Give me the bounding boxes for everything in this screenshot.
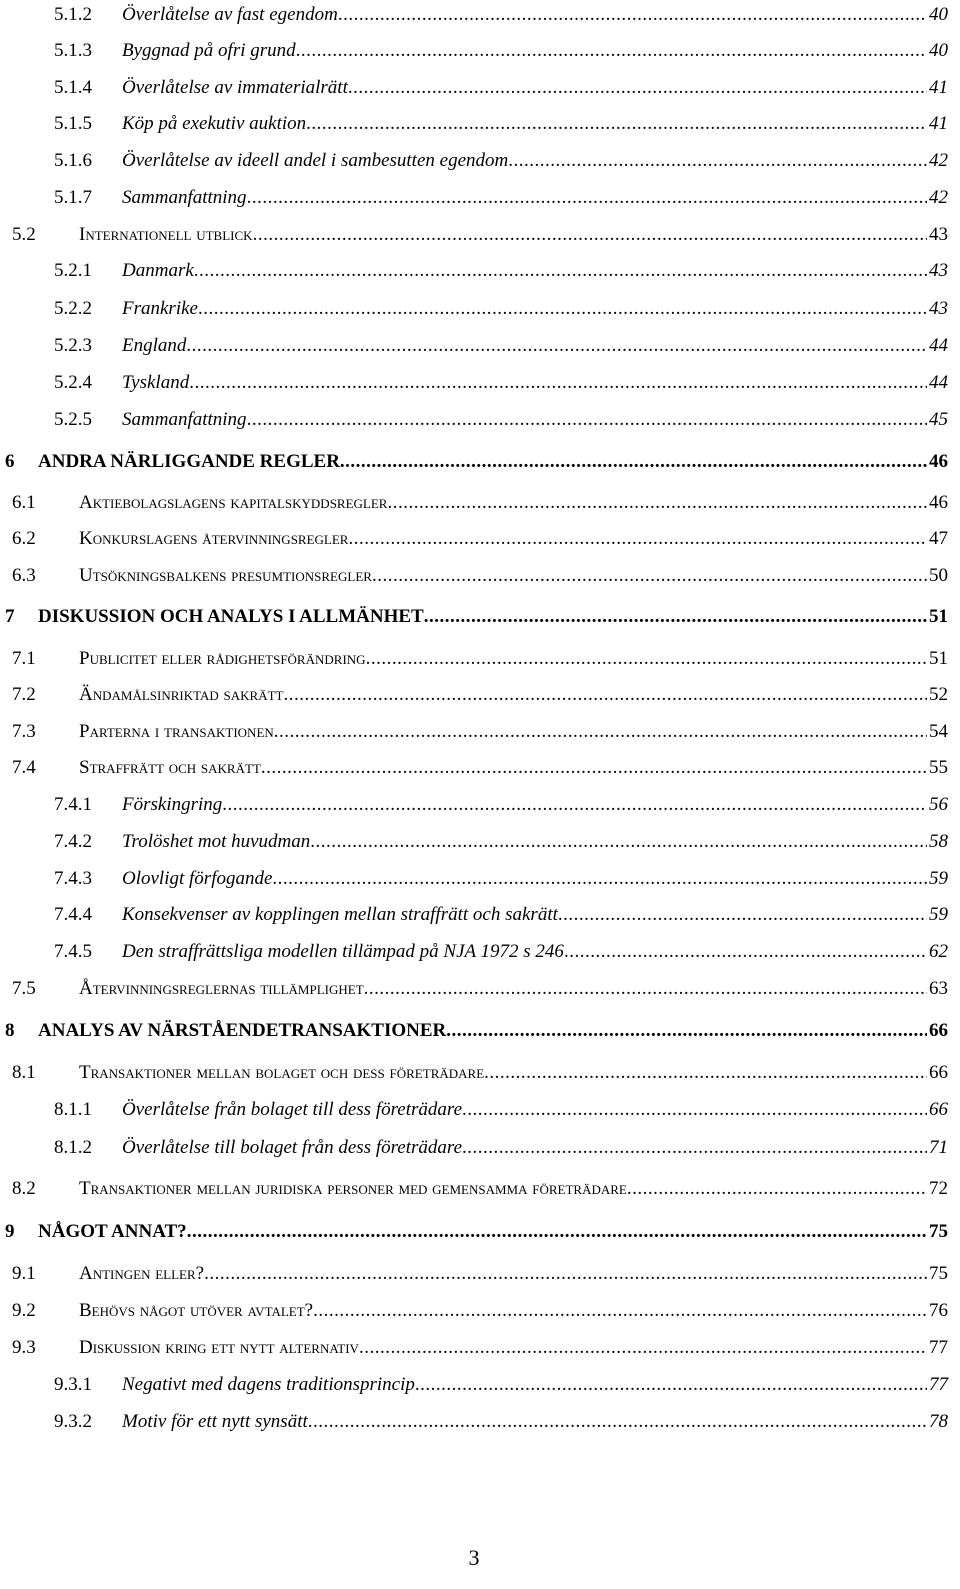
toc-entry-number: 7.4.2 bbox=[54, 831, 92, 852]
toc-entry-page: 54 bbox=[929, 721, 948, 742]
dot-leader bbox=[424, 606, 927, 628]
toc-entry-number: 7.4.1 bbox=[54, 794, 92, 815]
toc-entry-number: 6 bbox=[5, 451, 15, 472]
toc-entry-title: Överlåtelse av fast egendom bbox=[122, 4, 338, 25]
toc-entry-page: 44 bbox=[929, 335, 948, 356]
toc-entry-page: 66 bbox=[929, 1099, 948, 1120]
toc-entry-title-wrap bbox=[122, 1137, 927, 1159]
toc-entry-title: Antingen eller? bbox=[79, 1263, 205, 1284]
toc-entry[interactable] bbox=[0, 648, 948, 670]
toc-entry-title-wrap bbox=[122, 187, 927, 209]
toc-entry-page: 71 bbox=[929, 1137, 948, 1158]
toc-entry-title-wrap bbox=[79, 757, 927, 779]
toc-entry-page: 66 bbox=[929, 1062, 948, 1083]
toc-entry-page: 40 bbox=[929, 4, 948, 25]
toc-entry-number: 8.2 bbox=[12, 1178, 36, 1199]
toc-entry-page: 78 bbox=[929, 1411, 948, 1432]
toc-entry-title: Transaktioner mellan juridiska personer med gemensamma företrädare bbox=[79, 1178, 627, 1199]
toc-entry-title: Motiv för ett nytt synsätt bbox=[122, 1411, 308, 1432]
toc-entry-number: 8.1 bbox=[12, 1062, 36, 1083]
toc-entry-number: 5.2.1 bbox=[54, 260, 92, 281]
toc-entry-title: Överlåtelse av ideell andel i sambesutten egendom bbox=[122, 150, 509, 171]
toc-entry-title-wrap bbox=[122, 77, 927, 99]
dot-leader bbox=[366, 648, 927, 670]
toc-entry[interactable] bbox=[0, 606, 948, 628]
toc-entry-number: 7.2 bbox=[12, 684, 36, 705]
toc-entry-page: 42 bbox=[929, 150, 948, 171]
toc-entry[interactable] bbox=[0, 1221, 948, 1243]
dot-leader bbox=[253, 224, 927, 246]
toc-entry-title: Sammanfattning bbox=[122, 409, 247, 430]
toc-entry-number: 6.3 bbox=[12, 565, 36, 586]
toc-entry-number: 5.2.5 bbox=[54, 409, 92, 430]
toc-entry-page: 59 bbox=[929, 868, 948, 889]
toc-entry-page: 51 bbox=[929, 648, 948, 669]
toc-entry-page: 46 bbox=[929, 492, 948, 513]
toc-entry[interactable] bbox=[0, 40, 948, 62]
toc-entry[interactable] bbox=[0, 409, 948, 431]
dot-leader bbox=[508, 150, 927, 172]
toc-entry-title-wrap bbox=[122, 868, 927, 890]
dot-leader bbox=[274, 721, 927, 743]
toc-entry-title: Behövs något utöver avtalet? bbox=[79, 1300, 314, 1321]
toc-entry[interactable] bbox=[0, 451, 948, 473]
toc-entry[interactable] bbox=[0, 1020, 948, 1042]
toc-entry[interactable] bbox=[0, 1337, 948, 1359]
toc-entry[interactable] bbox=[0, 113, 948, 135]
toc-entry-number: 7.4 bbox=[12, 757, 36, 778]
dot-leader bbox=[308, 1411, 927, 1433]
toc-entry-page: 43 bbox=[929, 224, 948, 245]
dot-leader bbox=[306, 113, 927, 135]
toc-entry[interactable] bbox=[0, 721, 948, 743]
toc-entry-title: Utsökningsbalkens presumtionsregler bbox=[79, 565, 372, 586]
toc-entry-title-wrap bbox=[38, 606, 927, 628]
toc-entry-page: 56 bbox=[929, 794, 948, 815]
toc-entry-number: 7.3 bbox=[12, 721, 36, 742]
toc-entry-title: Publicitet eller rådighetsförändring bbox=[79, 648, 366, 669]
toc-entry-number: 8.1.1 bbox=[54, 1099, 92, 1120]
dot-leader bbox=[340, 451, 927, 473]
toc-entry[interactable] bbox=[0, 794, 948, 816]
toc-entry-title: Överlåtelse från bolaget till dess företrädare bbox=[122, 1099, 463, 1120]
toc-entry-title-wrap bbox=[122, 904, 927, 926]
toc-entry-page: 40 bbox=[929, 40, 948, 61]
toc-entry[interactable] bbox=[0, 150, 948, 172]
toc-entry-page: 66 bbox=[929, 1020, 948, 1041]
toc-entry-page: 46 bbox=[929, 451, 948, 472]
toc-entry[interactable] bbox=[0, 941, 948, 963]
toc-entry-number: 9 bbox=[5, 1221, 15, 1242]
dot-leader bbox=[348, 77, 927, 99]
toc-entry-title-wrap bbox=[122, 260, 927, 282]
toc-entry-number: 7.5 bbox=[12, 978, 36, 999]
toc-entry-title: Köp på exekutiv auktion bbox=[122, 113, 307, 134]
toc-entry-title-wrap bbox=[79, 528, 927, 550]
toc-entry-number: 9.3.2 bbox=[54, 1411, 92, 1432]
toc-entry[interactable] bbox=[0, 831, 948, 853]
dot-leader bbox=[387, 492, 927, 514]
toc-entry-page: 59 bbox=[929, 904, 948, 925]
toc-entry[interactable] bbox=[0, 1263, 948, 1285]
toc-entry-number: 5.1.7 bbox=[54, 187, 92, 208]
toc-entry[interactable] bbox=[0, 684, 948, 706]
toc-entry-title: Danmark bbox=[122, 260, 194, 281]
toc-entry-page: 50 bbox=[929, 565, 948, 586]
toc-entry-number: 5.2.2 bbox=[54, 298, 92, 319]
dot-leader bbox=[364, 978, 927, 1000]
toc-entry-page: 72 bbox=[929, 1178, 948, 1199]
toc-entry-number: 7.1 bbox=[12, 648, 36, 669]
toc-entry[interactable] bbox=[0, 1099, 948, 1121]
toc-entry[interactable] bbox=[0, 298, 948, 320]
dot-leader bbox=[189, 372, 927, 394]
dot-leader bbox=[204, 1263, 927, 1285]
toc-entry-page: 62 bbox=[929, 941, 948, 962]
toc-entry-title: Negativt med dagens traditionsprincip bbox=[122, 1374, 415, 1395]
dot-leader bbox=[338, 4, 927, 26]
toc-entry-number: 7.4.4 bbox=[54, 904, 92, 925]
dot-leader bbox=[247, 409, 927, 431]
toc-entry-title: Sammanfattning bbox=[122, 187, 247, 208]
toc-entry-title: Den straffrättsliga modellen tillämpad på NJA 1972 s 246 bbox=[122, 941, 564, 962]
toc-entry-number: 7.4.3 bbox=[54, 868, 92, 889]
toc-entry-title: DISKUSSION OCH ANALYS I ALLMÄNHET bbox=[38, 606, 424, 627]
toc-entry-number: 8.1.2 bbox=[54, 1137, 92, 1158]
toc-entry-title: Ändamålsinriktad sakrätt bbox=[79, 684, 284, 705]
dot-leader bbox=[415, 1374, 927, 1396]
toc-entry[interactable] bbox=[0, 372, 948, 394]
toc-entry-title-wrap bbox=[122, 409, 927, 431]
toc-entry-number: 5.1.3 bbox=[54, 40, 92, 61]
toc-entry-title-wrap bbox=[38, 1020, 927, 1042]
toc-entry-page: 43 bbox=[929, 298, 948, 319]
toc-entry-title: Aktiebolagslagens kapitalskyddsregler bbox=[79, 492, 388, 513]
toc-entry[interactable] bbox=[0, 492, 948, 514]
toc-entry[interactable] bbox=[0, 528, 948, 550]
toc-entry-page: 76 bbox=[929, 1300, 948, 1321]
toc-entry-number: 5.1.6 bbox=[54, 150, 92, 171]
page-number: 3 bbox=[468, 1545, 480, 1570]
toc-entry-page: 51 bbox=[929, 606, 948, 627]
toc-entry-title-wrap bbox=[79, 721, 927, 743]
toc-entry-title: ANALYS AV NÄRSTÅENDETRANSAKTIONER bbox=[38, 1020, 447, 1041]
dot-leader bbox=[272, 868, 927, 890]
toc-entry-page: 44 bbox=[929, 372, 948, 393]
toc-entry-title-wrap bbox=[79, 648, 927, 670]
toc-entry-title-wrap bbox=[79, 1300, 927, 1322]
toc-entry-title: Parterna i transaktionen bbox=[79, 721, 274, 742]
toc-entry[interactable] bbox=[0, 187, 948, 209]
toc-entry-number: 5.2.3 bbox=[54, 335, 92, 356]
toc-entry-page: 42 bbox=[929, 187, 948, 208]
toc-entry-page: 75 bbox=[929, 1263, 948, 1284]
toc-entry-title: Förskingring bbox=[122, 794, 223, 815]
dot-leader bbox=[283, 684, 927, 706]
toc-entry[interactable] bbox=[0, 1137, 948, 1159]
toc-entry-title-wrap bbox=[79, 684, 927, 706]
toc-entry[interactable] bbox=[0, 978, 948, 1000]
toc-entry-number: 9.1 bbox=[12, 1263, 36, 1284]
toc-entry-title-wrap bbox=[122, 1411, 927, 1433]
toc-entry-title-wrap bbox=[122, 831, 927, 853]
toc-entry-title: Olovligt förfogande bbox=[122, 868, 273, 889]
toc-entry-number: 9.3 bbox=[12, 1337, 36, 1358]
toc-entry[interactable] bbox=[0, 868, 948, 890]
dot-leader bbox=[564, 941, 927, 963]
toc-entry-page: 41 bbox=[929, 113, 948, 134]
toc-entry-number: 6.2 bbox=[12, 528, 36, 549]
dot-leader bbox=[247, 187, 927, 209]
toc-entry-title-wrap bbox=[122, 941, 927, 963]
toc-entry-page: 47 bbox=[929, 528, 948, 549]
toc-entry-number: 7 bbox=[5, 606, 15, 627]
toc-entry-page: 63 bbox=[929, 978, 948, 999]
toc-entry-title: Trolöshet mot huvudman bbox=[122, 831, 311, 852]
toc-entry-page: 75 bbox=[929, 1221, 948, 1242]
dot-leader bbox=[348, 528, 927, 550]
toc-entry[interactable] bbox=[0, 1062, 948, 1084]
toc-entry-page: 45 bbox=[929, 409, 948, 430]
toc-entry[interactable] bbox=[0, 1411, 948, 1433]
toc-entry-title: Diskussion kring ett nytt alternativ bbox=[79, 1337, 359, 1358]
toc-entry[interactable] bbox=[0, 4, 948, 26]
toc-entry-title-wrap bbox=[122, 40, 927, 62]
dot-leader bbox=[462, 1137, 927, 1159]
toc-entry-title: Överlåtelse till bolaget från dess företrädare bbox=[122, 1137, 463, 1158]
toc-entry-title: Tyskland bbox=[122, 372, 190, 393]
dot-leader bbox=[484, 1062, 927, 1084]
dot-leader bbox=[186, 335, 927, 357]
dot-leader bbox=[194, 260, 927, 282]
toc-entry-title: Återvinningsreglernas tillämplighet bbox=[79, 978, 364, 999]
toc-entry-number: 5.2 bbox=[12, 224, 36, 245]
dot-leader bbox=[261, 757, 927, 779]
toc-entry-page: 43 bbox=[929, 260, 948, 281]
toc-entry[interactable] bbox=[0, 904, 948, 926]
toc-entry-page: 55 bbox=[929, 757, 948, 778]
toc-entry[interactable] bbox=[0, 1300, 948, 1322]
dot-leader bbox=[222, 794, 927, 816]
toc-entry[interactable] bbox=[0, 77, 948, 99]
toc-entry-title-wrap bbox=[79, 492, 927, 514]
dot-leader bbox=[446, 1020, 927, 1042]
toc-entry-title: Internationell utblick bbox=[79, 224, 253, 245]
toc-entry-number: 5.1.2 bbox=[54, 4, 92, 25]
toc-entry-title: ANDRA NÄRLIGGANDE REGLER bbox=[38, 451, 340, 472]
toc-entry-number: 7.4.5 bbox=[54, 941, 92, 962]
dot-leader bbox=[310, 831, 927, 853]
toc-entry[interactable] bbox=[0, 565, 948, 587]
toc-entry-title: Straffrätt och sakrätt bbox=[79, 757, 261, 778]
dot-leader bbox=[462, 1099, 927, 1121]
toc-entry-page: 77 bbox=[929, 1374, 948, 1395]
dot-leader bbox=[627, 1178, 927, 1200]
toc-entry-title-wrap bbox=[79, 1178, 927, 1200]
toc-entry-title-wrap bbox=[122, 150, 927, 172]
dot-leader bbox=[187, 1221, 927, 1243]
toc-entry-page: 58 bbox=[929, 831, 948, 852]
toc-entry[interactable] bbox=[0, 757, 948, 779]
toc-entry-number: 5.1.5 bbox=[54, 113, 92, 134]
toc-entry-page: 77 bbox=[929, 1337, 948, 1358]
toc-entry-number: 5.1.4 bbox=[54, 77, 92, 98]
toc-entry-title-wrap bbox=[38, 451, 927, 473]
dot-leader bbox=[296, 40, 927, 62]
toc-entry-title: NÅGOT ANNAT? bbox=[38, 1221, 187, 1242]
toc-entry-title-wrap bbox=[79, 1337, 927, 1359]
toc-entry[interactable] bbox=[0, 224, 948, 246]
toc-entry[interactable] bbox=[0, 1374, 948, 1396]
toc-entry-title-wrap bbox=[79, 1062, 927, 1084]
toc-entry-title-wrap bbox=[122, 298, 927, 320]
toc-entry-title-wrap bbox=[122, 1374, 927, 1396]
toc-entry-title: Byggnad på ofri grund bbox=[122, 40, 296, 61]
toc-entry-title: Konkurslagens återvinningsregler bbox=[79, 528, 349, 549]
dot-leader bbox=[313, 1300, 927, 1322]
toc-entry-title-wrap bbox=[38, 1221, 927, 1243]
toc-entry-title-wrap bbox=[122, 794, 927, 816]
toc-entry-page: 52 bbox=[929, 684, 948, 705]
toc-entry-page: 41 bbox=[929, 77, 948, 98]
toc-entry-title-wrap bbox=[79, 224, 927, 246]
toc-entry-number: 8 bbox=[5, 1020, 15, 1041]
toc-entry-title-wrap bbox=[122, 113, 927, 135]
toc-entry-title: Transaktioner mellan bolaget och dess företrädare bbox=[79, 1062, 485, 1083]
toc-entry-title-wrap bbox=[122, 372, 927, 394]
toc-entry-title: Konsekvenser av kopplingen mellan straffrätt och sakrätt bbox=[122, 904, 558, 925]
toc-entry-title-wrap bbox=[79, 978, 927, 1000]
toc-entry[interactable] bbox=[0, 1178, 948, 1200]
toc-entry-title: Överlåtelse av immaterialrätt bbox=[122, 77, 348, 98]
toc-entry-number: 9.2 bbox=[12, 1300, 36, 1321]
toc-entry-title-wrap bbox=[79, 1263, 927, 1285]
toc-entry-number: 9.3.1 bbox=[54, 1374, 92, 1395]
toc-entry-number: 6.1 bbox=[12, 492, 36, 513]
toc-entry-title: Frankrike bbox=[122, 298, 198, 319]
toc-entry[interactable] bbox=[0, 335, 948, 357]
toc-entry-number: 5.2.4 bbox=[54, 372, 92, 393]
dot-leader bbox=[359, 1337, 927, 1359]
toc-entry-title: England bbox=[122, 335, 187, 356]
toc-entry-title-wrap bbox=[122, 1099, 927, 1121]
toc-entry-title-wrap bbox=[79, 565, 927, 587]
toc-entry[interactable] bbox=[0, 260, 948, 282]
dot-leader bbox=[372, 565, 927, 587]
toc-entry-title-wrap bbox=[122, 4, 927, 26]
dot-leader bbox=[198, 298, 927, 320]
toc-entry-title-wrap bbox=[122, 335, 927, 357]
dot-leader bbox=[558, 904, 927, 926]
